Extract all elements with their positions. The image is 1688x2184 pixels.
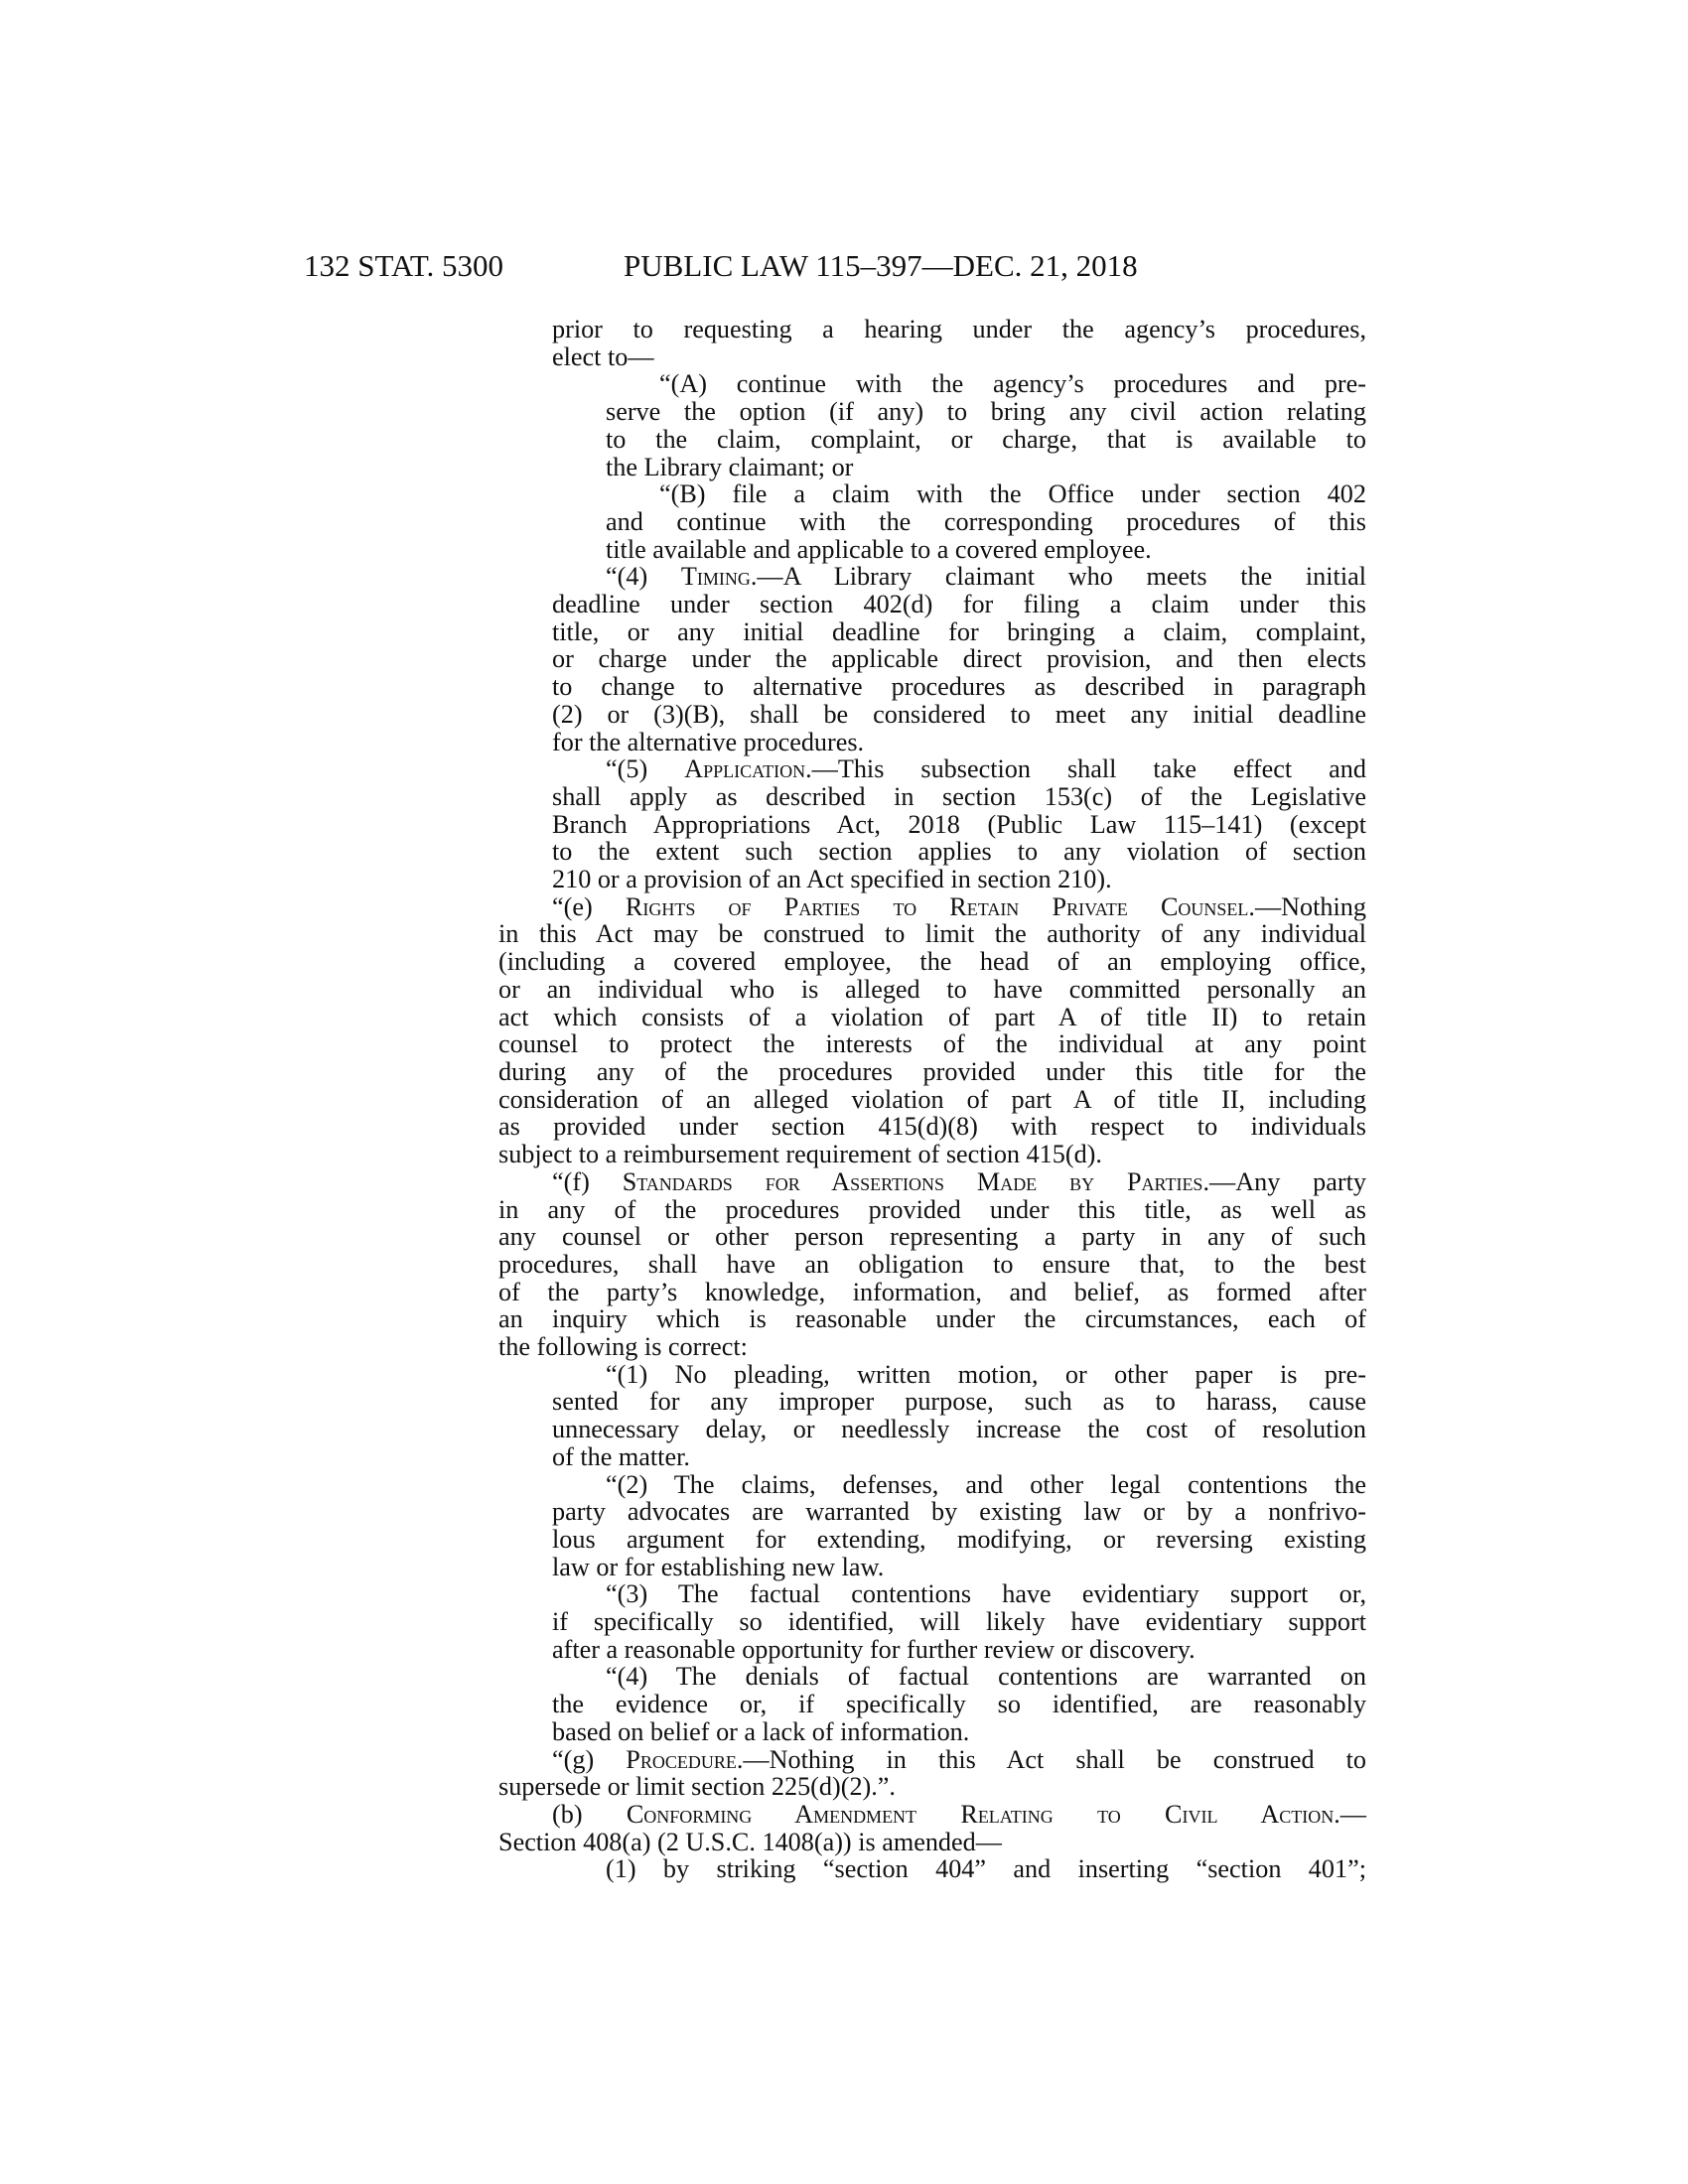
text-line: “(2) The claims, defenses, and other legal contentions the <box>606 1469 1366 1499</box>
subsection-letter: “(f) <box>552 1166 623 1196</box>
text-line: “(A) continue with the agency’s procedures and pre- <box>659 369 1366 399</box>
paragraph-3 <box>552 1580 1366 1663</box>
text-run: .—This subsection shall take effect and <box>805 754 1366 784</box>
text-line: deadline under section 402(d) for filing a claim under this <box>552 590 1366 619</box>
text-line: an inquiry which is reasonable under the circumstances, each of <box>498 1304 1366 1334</box>
text-line: of the party’s knowledge, information, and belief, as formed after <box>498 1277 1366 1306</box>
text-line: sented for any improper purpose, such as to harass, cause <box>552 1387 1366 1417</box>
text-line <box>498 1746 1366 1774</box>
text-run: .—A Library claimant who meets the initial <box>750 562 1366 592</box>
text-line: after a reasonable opportunity for further review or discovery. <box>552 1634 1196 1664</box>
text-line <box>552 755 1366 783</box>
text-line: subject to a reimbursement requirement of section 415(d). <box>498 1140 1102 1169</box>
text-run: .— <box>1334 1799 1366 1829</box>
text-line: and continue with the corresponding procedures of this <box>606 506 1366 536</box>
text-line: elect to— <box>552 341 654 371</box>
text-line: as provided under section 415(d)(8) with respect to individuals <box>498 1112 1366 1142</box>
text-line: serve the option (if any) to bring any civil action relating <box>606 397 1366 427</box>
page-header <box>304 246 1366 286</box>
paragraph-number: “(5) <box>606 754 685 784</box>
text-line: based on belief or a lack of information. <box>552 1716 970 1746</box>
text-line: “(1) No pleading, written motion, or other paper is pre- <box>606 1359 1366 1389</box>
section-b-conforming-amendment <box>498 1801 1366 1855</box>
text-line: the Library claimant; or <box>606 452 854 481</box>
text-line: for the alternative procedures. <box>552 727 865 756</box>
text-line: (1) by striking “section 404” and inserting “section 401”; <box>606 1854 1366 1884</box>
subparagraph-a <box>552 370 1366 480</box>
text-line: the evidence or, if specifically so identified, are reasonably <box>552 1690 1366 1719</box>
text-line: procedures, shall have an obligation to ensure that, to the best <box>498 1249 1366 1279</box>
text-line: lous argument for extending, modifying, or reversing existing <box>552 1524 1366 1554</box>
text-line: prior to requesting a hearing under the agency’s procedures, <box>552 315 1366 343</box>
text-line: any counsel or other person representing a party in any of such <box>498 1222 1366 1252</box>
text-line: (2) or (3)(B), shall be considered to meet any initial deadline <box>552 699 1366 729</box>
text-line: (including a covered employee, the head of an employing office, <box>498 947 1366 977</box>
paragraph-number: “(4) <box>606 562 681 592</box>
text-line: supersede or limit section 225(d)(2).”. <box>498 1772 896 1802</box>
paragraph-2 <box>552 1471 1366 1581</box>
document-body <box>498 315 1366 1884</box>
text-line: the following is correct: <box>498 1332 748 1362</box>
text-line: to the extent such section applies to any violation of section <box>552 837 1366 867</box>
text-line <box>498 893 1366 921</box>
text-line <box>552 563 1366 591</box>
paragraph-1 <box>552 1361 1366 1471</box>
text-line: title available and applicable to a covered employee. <box>606 534 1152 564</box>
subsection-letter: “(e) <box>552 891 626 921</box>
subsection-heading: Standards for Assertions Made by Parties <box>622 1166 1203 1196</box>
text-line: Branch Appropriations Act, 2018 (Public Law 115–141) (except <box>552 809 1366 839</box>
text-line: during any of the procedures provided under this title for the <box>498 1056 1366 1086</box>
paragraph-heading: Timing <box>680 562 751 592</box>
text-line: Section 408(a) (2 U.S.C. 1408(a)) is amended— <box>498 1827 1002 1856</box>
statute-page-number: 132 STAT. 5300 <box>304 248 504 283</box>
text-line: counsel to protect the interests of the individual at any point <box>498 1029 1366 1059</box>
text-line: or an individual who is alleged to have committed personally an <box>498 974 1366 1004</box>
paragraph-5-application <box>552 755 1366 893</box>
subsection-letter: “(g) <box>552 1744 627 1774</box>
text-line: to the claim, complaint, or charge, that is available to <box>606 424 1366 454</box>
subsection-g <box>498 1746 1366 1801</box>
paragraph-heading: Application <box>684 754 806 784</box>
text-line <box>498 1801 1366 1829</box>
subsection-heading: Procedure <box>626 1744 737 1774</box>
subsection-letter: (b) <box>552 1799 627 1829</box>
text-line: of the matter. <box>552 1441 690 1471</box>
text-line: or charge under the applicable direct provision, and then elects <box>552 644 1366 674</box>
paragraph-4-timing <box>552 563 1366 755</box>
text-line: in any of the procedures provided under this title, as well as <box>498 1194 1366 1224</box>
paragraph-continuation <box>552 316 1366 370</box>
text-line: title, or any initial deadline for bringing a claim, complaint, <box>552 616 1366 646</box>
amendment-item-1 <box>552 1855 1366 1883</box>
text-line: 210 or a provision of an Act specified in section 210). <box>552 865 1112 894</box>
text-line: law or for establishing new law. <box>552 1552 885 1581</box>
text-line: in this Act may be construed to limit the authority of any individual <box>498 919 1366 949</box>
text-line: act which consists of a violation of part A of title II) to retain <box>498 1002 1366 1031</box>
text-line: party advocates are warranted by existing law or by a nonfrivo- <box>552 1497 1366 1527</box>
text-line: “(4) The denials of factual contentions are warranted on <box>606 1662 1366 1692</box>
text-run: .—Nothing <box>1248 891 1366 921</box>
text-line: to change to alternative procedures as described in paragraph <box>552 672 1366 702</box>
text-line <box>498 1168 1366 1196</box>
text-line: shall apply as described in section 153(c) of the Legislative <box>552 781 1366 811</box>
subsection-heading: Rights of Parties to Retain Private Counsel <box>625 891 1249 921</box>
running-head-title: PUBLIC LAW 115–397—DEC. 21, 2018 <box>624 248 1138 283</box>
text-line: unnecessary delay, or needlessly increase the cost of resolution <box>552 1415 1366 1444</box>
text-run: .—Nothing in this Act shall be construed to <box>736 1744 1366 1774</box>
text-line: “(B) file a claim with the Office under section 402 <box>659 479 1366 509</box>
subsection-f <box>498 1168 1366 1361</box>
text-run: .—Any party <box>1202 1166 1366 1196</box>
subsection-heading: Conforming Amendment Relating to Civil Action <box>626 1799 1335 1829</box>
paragraph-4-denials <box>552 1663 1366 1745</box>
text-line: consideration of an alleged violation of part A of title II, including <box>498 1084 1366 1114</box>
subsection-e <box>498 893 1366 1168</box>
text-line: if specifically so identified, will likely have evidentiary support <box>552 1607 1366 1637</box>
text-line: “(3) The factual contentions have evidentiary support or, <box>606 1579 1366 1609</box>
subparagraph-b <box>552 480 1366 563</box>
